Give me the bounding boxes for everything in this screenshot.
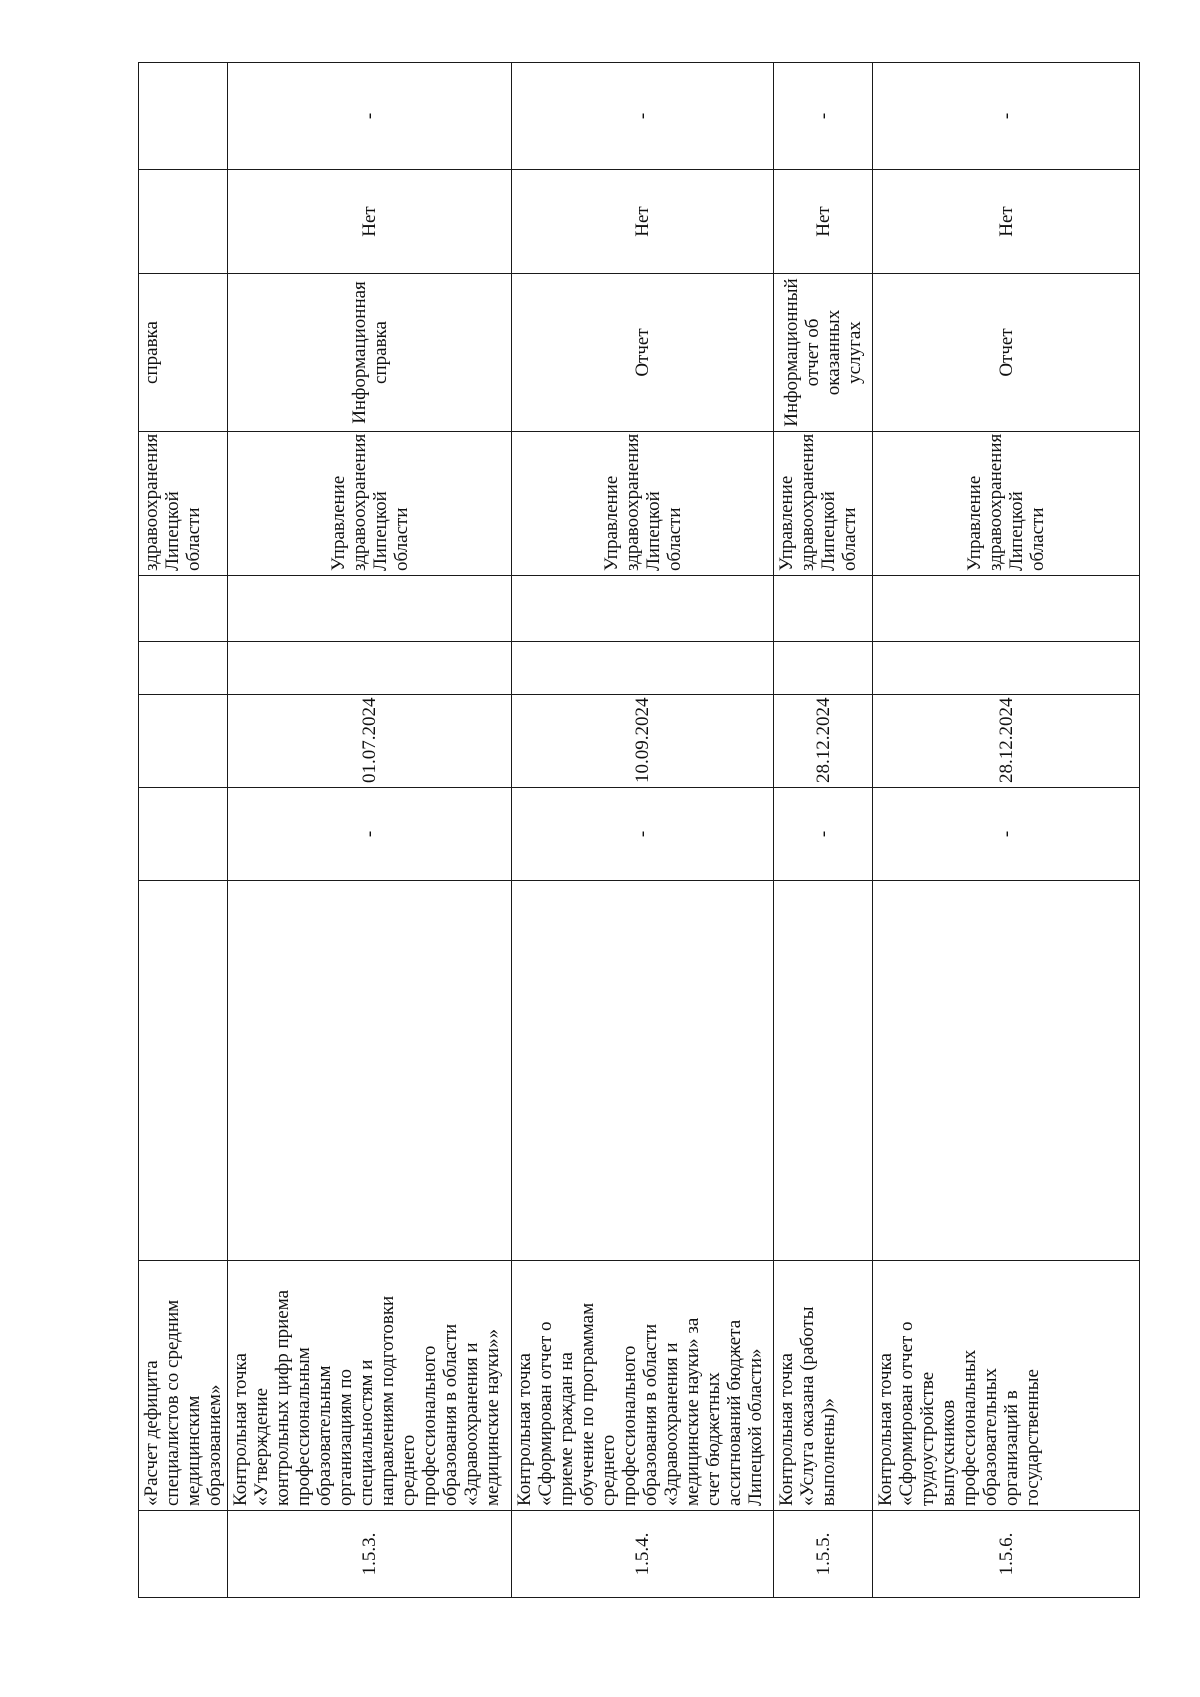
start-date-cell: -: [873, 788, 1140, 881]
empty-cell: [139, 576, 228, 642]
note-cell: [139, 63, 228, 170]
row-number-cell: 1.5.6.: [873, 1511, 1140, 1598]
row-number-cell: 1.5.3.: [228, 1511, 512, 1598]
end-date-cell: [139, 695, 228, 788]
end-date-cell: 10.09.2024: [512, 695, 774, 788]
document-type-cell: Отчет: [512, 274, 774, 432]
event-name-cell: Контрольная точка «Услуга оказана (работы выполнены)»: [774, 1261, 873, 1511]
flag-cell: Нет: [228, 170, 512, 274]
note-cell: -: [228, 63, 512, 170]
start-date-cell: -: [228, 788, 512, 881]
empty-cell: [774, 881, 873, 1261]
empty-cell: [139, 642, 228, 695]
event-name-cell: Контрольная точка «Сформирован отчет о приеме граждан на обучение по программам среднего профессионального образования в области «Здравоохранения и медицинские науки» за счет бюджетных ассигнований бюджета Липецкой области»: [512, 1261, 774, 1511]
end-date-cell: 28.12.2024: [873, 695, 1140, 788]
empty-cell: [228, 642, 512, 695]
empty-cell: [873, 576, 1140, 642]
rotated-page: [138, 63, 1138, 1598]
document-type-cell: Отчет: [873, 274, 1140, 432]
empty-cell: [512, 642, 774, 695]
end-date-cell: 01.07.2024: [228, 695, 512, 788]
event-name-cell: Контрольная точка «Утверждение контрольных цифр приема профессиональным образовательным организациям по специальностям и направлениям подготовки среднего профессионального образования в области «Здравоохранения и медицинские науки»»: [228, 1261, 512, 1511]
responsible-cell: Управление здравоохранения Липецкой области: [512, 432, 774, 576]
responsible-cell: здравоохранения Липецкой области: [139, 432, 228, 576]
empty-cell: [774, 576, 873, 642]
empty-cell: [873, 642, 1140, 695]
empty-cell: [774, 642, 873, 695]
responsible-cell: Управление здравоохранения Липецкой области: [873, 432, 1140, 576]
start-date-cell: [139, 788, 228, 881]
row-number-cell: 1.5.4.: [512, 1511, 774, 1598]
empty-cell: [139, 881, 228, 1261]
event-name-cell: «Расчет дефицита специалистов со средним медицинским образованием»: [139, 1261, 228, 1511]
note-cell: -: [873, 63, 1140, 170]
table-row: [228, 63, 512, 1598]
start-date-cell: -: [512, 788, 774, 881]
table-row: [873, 63, 1140, 1598]
empty-cell: [873, 881, 1140, 1261]
empty-cell: [228, 576, 512, 642]
table-row: [139, 63, 228, 1598]
document-type-cell: Информационная справка: [228, 274, 512, 432]
note-cell: -: [774, 63, 873, 170]
start-date-cell: -: [774, 788, 873, 881]
responsible-cell: Управление здравоохранения Липецкой области: [228, 432, 512, 576]
flag-cell: Нет: [774, 170, 873, 274]
note-cell: -: [512, 63, 774, 170]
empty-cell: [512, 576, 774, 642]
row-number-cell: 1.5.5.: [774, 1511, 873, 1598]
control-points-table: [138, 62, 1140, 1598]
flag-cell: Нет: [873, 170, 1140, 274]
flag-cell: [139, 170, 228, 274]
row-number-cell: [139, 1511, 228, 1598]
empty-cell: [228, 881, 512, 1261]
end-date-cell: 28.12.2024: [774, 695, 873, 788]
empty-cell: [512, 881, 774, 1261]
flag-cell: Нет: [512, 170, 774, 274]
event-name-cell: Контрольная точка «Сформирован отчет о трудоустройстве выпускников профессиональных образовательных организаций в государственные: [873, 1261, 1140, 1511]
responsible-cell: Управление здравоохранения Липецкой области: [774, 432, 873, 576]
document-type-cell: Информационный отчет об оказанных услугах: [774, 274, 873, 432]
table-row: [774, 63, 873, 1598]
document-type-cell: справка: [139, 274, 228, 432]
table-row: [512, 63, 774, 1598]
